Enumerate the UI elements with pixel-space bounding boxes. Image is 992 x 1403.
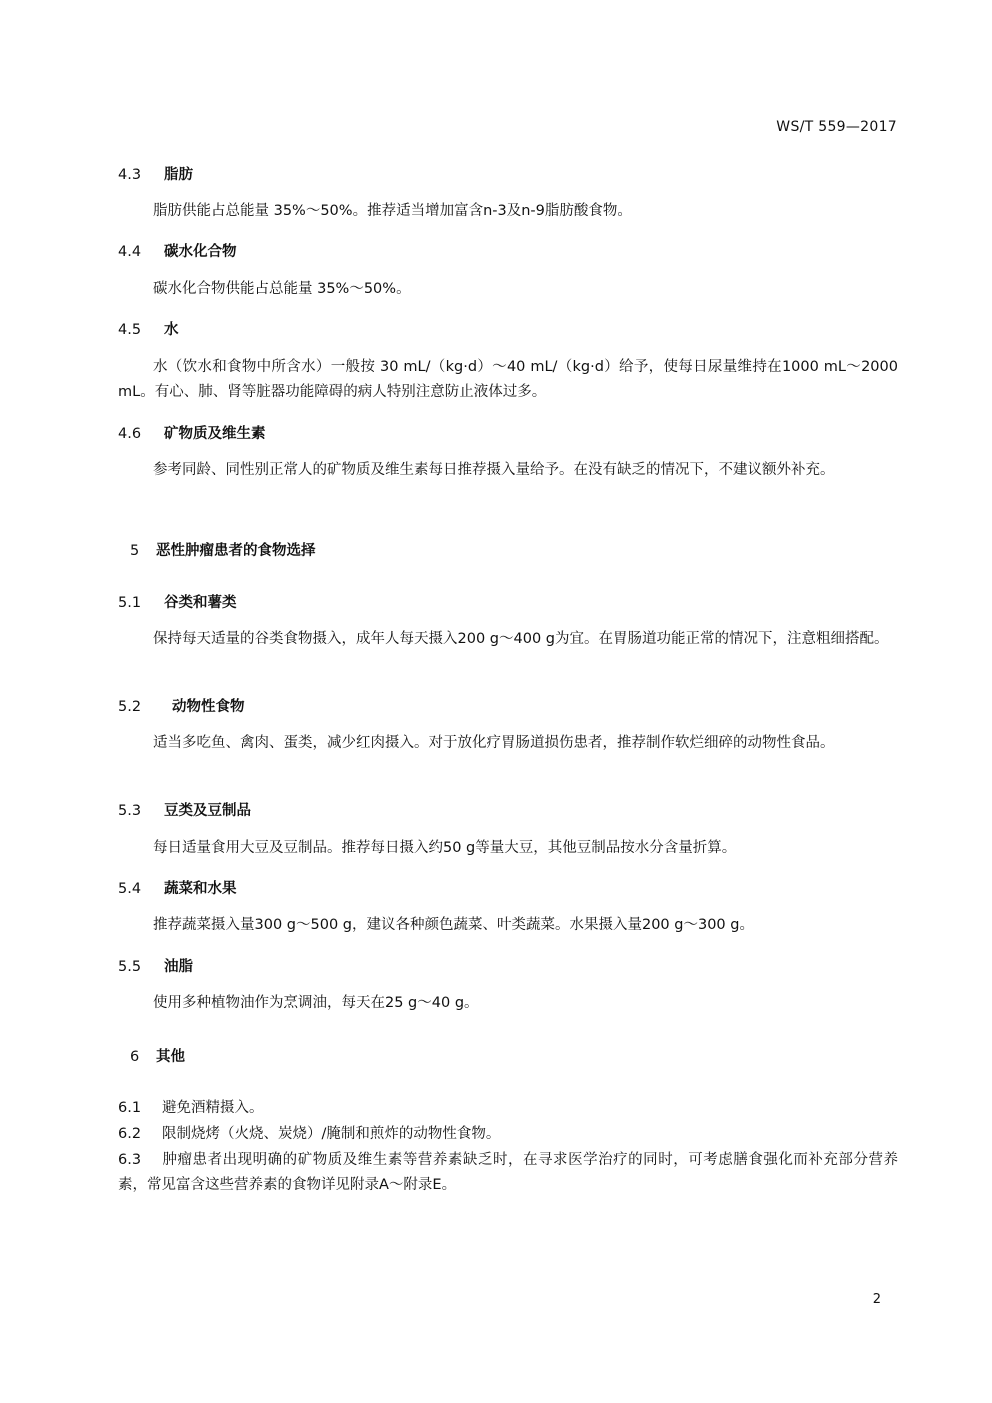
item-number: 6.1 [118, 1100, 142, 1116]
section-title: 蔬菜和水果 [164, 881, 237, 897]
chapter-heading-5 [130, 539, 316, 560]
list-item-6-2 [118, 1122, 898, 1147]
chapter-heading-6 [130, 1045, 185, 1066]
section-title: 动物性食物 [172, 699, 245, 715]
section-number: 5.1 [118, 595, 142, 611]
section-number: 4.6 [118, 426, 142, 442]
section-number: 4.3 [118, 167, 142, 183]
chapter-title: 其他 [156, 1049, 185, 1065]
section-title: 脂肪 [164, 167, 193, 183]
section-paragraph-4-4: 碳水化合物供能占总能量 35%～50%。 [153, 281, 411, 297]
item-number: 6.3 [118, 1152, 142, 1168]
section-heading-5-1 [118, 591, 237, 612]
section-paragraph-5-3: 每日适量食用大豆及豆制品。推荐每日摄入约50 g等量大豆，其他豆制品按水分含量折算。 [153, 840, 737, 856]
section-title: 水 [164, 322, 179, 338]
section-heading-4-4 [118, 240, 237, 261]
list-item-6-1 [118, 1096, 898, 1121]
section-number: 5.3 [118, 803, 142, 819]
section-title: 谷类和薯类 [164, 595, 237, 611]
page-number: 2 [872, 1292, 881, 1307]
section-paragraph-5-1: 保持每天适量的谷类食物摄入，成年人每天摄入200 g～400 g为宜。在胃肠道功能正常的情况下，注意粗细搭配。 [153, 631, 889, 647]
item-text: 限制烧烤（火烧、炭烧）/腌制和煎炸的动物性食物。 [162, 1126, 501, 1142]
section-heading-5-5 [118, 955, 193, 976]
section-title: 矿物质及维生素 [164, 426, 266, 442]
section-title: 豆类及豆制品 [164, 803, 251, 819]
chapter-title: 恶性肿瘤患者的食物选择 [156, 543, 316, 559]
section-number: 5.4 [118, 881, 142, 897]
section-number: 4.5 [118, 322, 142, 338]
section-paragraph-5-2: 适当多吃鱼、禽肉、蛋类，减少红肉摄入。对于放化疗胃肠道损伤患者，推荐制作软烂细碎的动物性食品。 [153, 735, 835, 751]
list-item-6-3 [118, 1148, 898, 1198]
item-text: 避免酒精摄入。 [162, 1100, 264, 1116]
chapter-number: 6 [130, 1049, 140, 1065]
section-heading-5-2 [118, 695, 245, 716]
section-number: 5.2 [118, 699, 142, 715]
section-heading-5-4 [118, 877, 237, 898]
section-paragraph-4-6: 参考同龄、同性别正常人的矿物质及维生素每日推荐摄入量给予。在没有缺乏的情况下，不建议额外补充。 [153, 462, 835, 478]
section-paragraph-5-5: 使用多种植物油作为烹调油，每天在25 g～40 g。 [153, 995, 479, 1011]
section-paragraph-5-4: 推荐蔬菜摄入量300 g～500 g，建议各种颜色蔬菜、叶类蔬菜。水果摄入量200 g～300 g。 [153, 917, 754, 933]
section-heading-4-3 [118, 163, 193, 184]
chapter-number: 5 [130, 543, 140, 559]
section-heading-5-3 [118, 799, 251, 820]
item-text: 肿瘤患者出现明确的矿物质及维生素等营养素缺乏时，在寻求医学治疗的同时，可考虑膳食强化而补充部分营养素，常见富含这些营养素的食物详见附录A～附录E。 [118, 1152, 898, 1193]
section-paragraph-4-3: 脂肪供能占总能量 35%～50%。推荐适当增加富含n-3及n-9脂肪酸食物。 [153, 203, 632, 219]
section-heading-4-6 [118, 422, 266, 443]
section-title: 碳水化合物 [164, 244, 237, 260]
standard-code: WS/T 559—2017 [776, 119, 897, 135]
item-number: 6.2 [118, 1126, 142, 1142]
section-title: 油脂 [164, 959, 193, 975]
section-paragraph-4-5: 水（饮水和食物中所含水）一般按 30 mL/（kg·d）～40 mL/（kg·d）给予，使每日尿量维持在1000 mL～2000 mL。有心、肺、肾等脏器功能障碍的病人特别注意防止液体过多。 [118, 359, 898, 400]
section-number: 4.4 [118, 244, 142, 260]
section-number: 5.5 [118, 959, 142, 975]
section-heading-4-5 [118, 318, 179, 339]
